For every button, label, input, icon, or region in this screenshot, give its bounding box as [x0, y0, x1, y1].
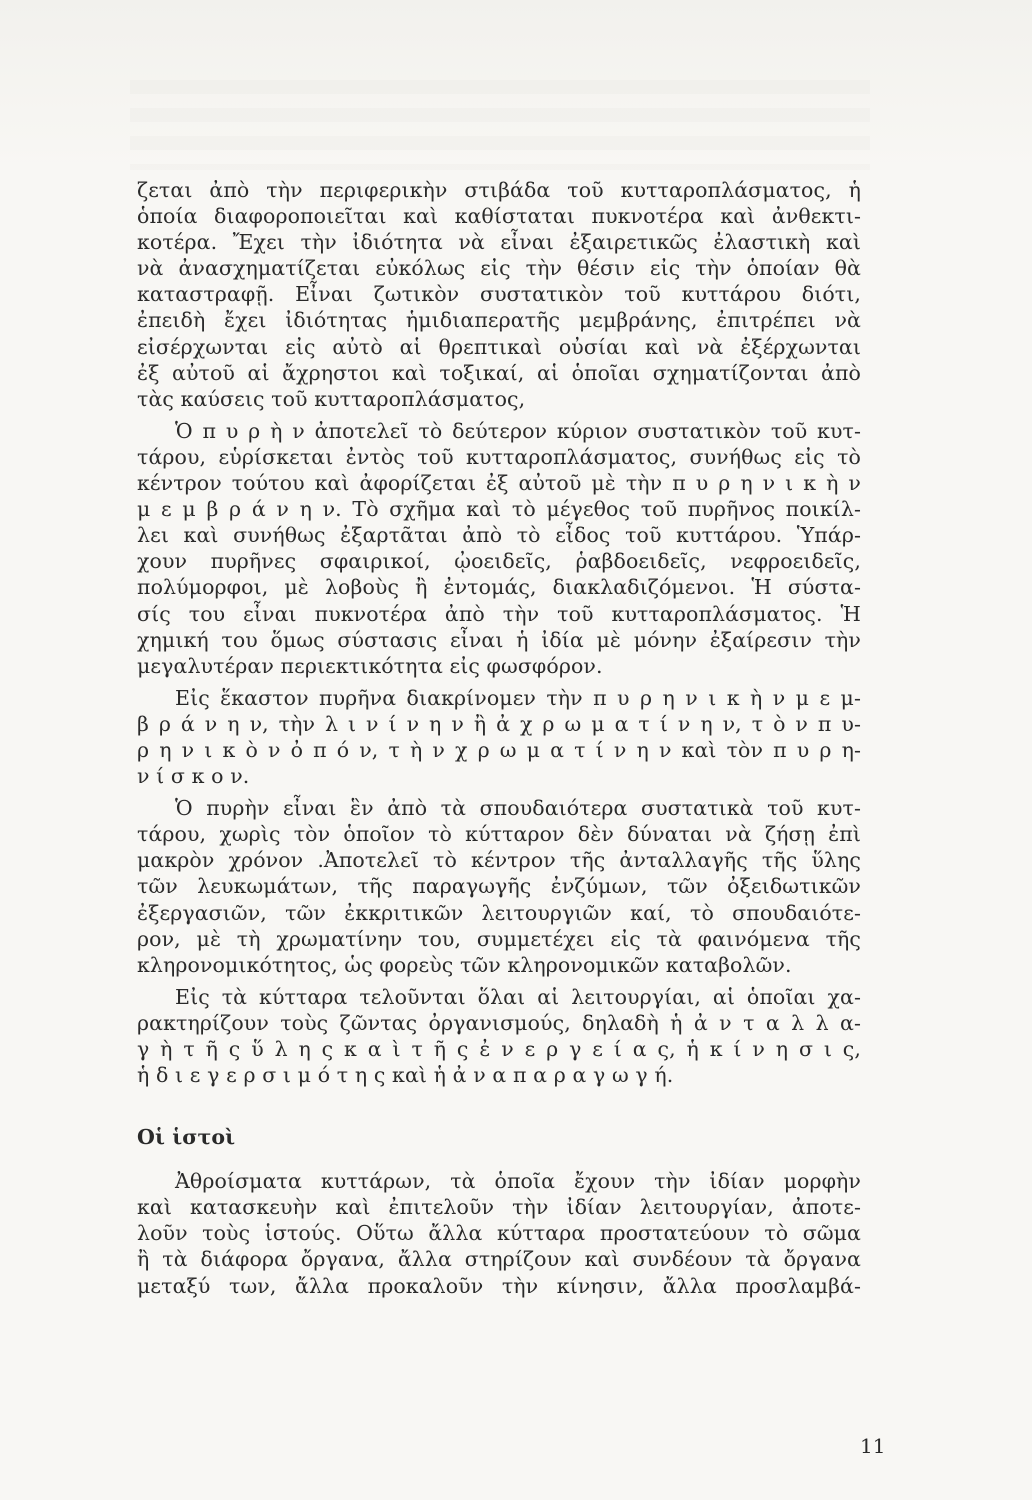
text-line: γ ὴ τ ῆ ς ὕ λ η ς κ α ὶ τ ῆ ς ἐ ν ε ρ γ ε ί α ς, ἡ κ ί ν η σ ι ς, [137, 1037, 861, 1061]
text-line: εἰσέρχωνται εἰς αὐτὸ αἱ θρεπτικαὶ οὐσίαι καὶ νὰ ἐξέρχωνται [137, 334, 861, 359]
text-line: καὶ κατασκευὴν καὶ ἐπιτελοῦν τὴν ἰδίαν λειτουργίαν, ἀποτε- [137, 1195, 861, 1220]
body-text [137, 177, 861, 1299]
text-line: ἐπειδὴ ἔχει ἰδιότητας ἡμιδιαπερατῆς μεμβράνης, ἐπιτρέπει νὰ [137, 308, 861, 333]
text-line: μεγαλυτέραν περιεκτικότητα εἰς φωσφόρον. [137, 653, 603, 678]
text-line: λοῦν τοὺς ἱστούς. Οὕτω ἄλλα κύτταρα προστατεύουν τὸ σῶμα [137, 1221, 861, 1246]
text-line: β ρ ά ν η ν, τὴν λ ι ν ί ν η ν ἢ ἀ χ ρ ω μ α τ ί ν η ν, τ ὸ ν π υ- [137, 711, 861, 736]
text-line: ἢ τὰ διάφορα ὄργανα, ἄλλα στηρίζουν καὶ συνδέουν τὰ ὄργανα [137, 1247, 861, 1272]
text-line: ὁποία διαφοροποιεῖται καὶ καθίσταται πυκνοτέρα καὶ ἀνθεκτι- [137, 204, 861, 229]
text-line: καταστραφῇ. Εἶναι ζωτικὸν συστατικὸν τοῦ κυττάρου διότι, [137, 282, 861, 307]
text-line: σίς του εἶναι πυκνοτέρα ἀπὸ τὴν τοῦ κυτταροπλάσματος. Ἡ [137, 601, 861, 626]
section-heading: Οἱ ἱστοὶ [137, 1125, 236, 1150]
show-through-text [130, 80, 870, 170]
text-line: ἡ δ ι ε γ ε ρ σ ι μ ό τ η ς καὶ ἡ ἀ ν α π α ρ α γ ω γ ή. [137, 1063, 674, 1088]
text-line: Ἀθροίσματα κυττάρων, τὰ ὁποῖα ἔχουν τὴν ἰδίαν μορφὴν [175, 1169, 861, 1194]
text-line: μεταξύ των, ἄλλα προκαλοῦν τὴν κίνησιν, ἄλλα προσλαμβά- [137, 1273, 861, 1298]
text-line: ἐξ αὐτοῦ αἱ ἄχρηστοι καὶ τοξικαί, αἱ ὁποῖαι σχηματίζονται ἀπὸ [137, 360, 861, 385]
page-number: 11 [860, 1434, 886, 1458]
text-line: κέντρον τούτου καὶ ἀφορίζεται ἐξ αὐτοῦ μὲ τὴν π υ ρ η ν ι κ ὴ ν [137, 471, 861, 496]
text-line: τάρου, εὑρίσκεται ἐντὸς τοῦ κυτταροπλάσματος, συνήθως εἰς τὸ [137, 444, 861, 469]
text-line: ρακτηρίζουν τοὺς ζῶντας ὀργανισμούς, δηλαδὴ ἡ ἀ ν τ α λ λ α- [137, 1010, 861, 1035]
text-line: κληρονομικότητος, ὡς φορεὺς τῶν κληρονομικῶν καταβολῶν. [137, 952, 792, 977]
text-line: Ὁ πυρὴν εἶναι ἓν ἀπὸ τὰ σπουδαιότερα συστατικὰ τοῦ κυτ- [175, 796, 861, 821]
paragraph-cell-membrane [137, 177, 861, 412]
text-line: τὰς καύσεις τοῦ κυτταροπλάσματος, [137, 386, 526, 411]
text-line: ρον, μὲ τὴ χρωματίνην του, συμμετέχει εἰς τὰ φαινόμενα τῆς [137, 926, 861, 951]
text-line: Εἰς τὰ κύτταρα τελοῦνται ὅλαι αἱ λειτουργίαι, αἱ ὁποῖαι χα- [175, 984, 861, 1009]
text-line: χημική του ὅμως σύστασις εἶναι ἡ ἰδία μὲ μόνην ἐξαίρεσιν τὴν [137, 627, 861, 652]
text-line: μακρὸν χρόνον .Ἀποτελεῖ τὸ κέντρον τῆς ἀνταλλαγῆς τῆς ὕλης [137, 848, 861, 873]
text-line: Εἰς ἕκαστον πυρῆνα διακρίνομεν τὴν π υ ρ η ν ι κ ὴ ν μ ε μ- [175, 685, 861, 710]
text-line: τάρου, χωρὶς τὸν ὁποῖον τὸ κύτταρον δὲν δύναται νὰ ζήσῃ ἐπὶ [137, 822, 861, 847]
text-line: ἐξεργασιῶν, τῶν ἐκκριτικῶν λειτουργιῶν καί, τὸ σπουδαιότε- [137, 900, 861, 925]
paragraph-cell-functions [137, 984, 861, 1088]
text-line: ν ί σ κ ο ν. [137, 764, 250, 789]
text-line: ρ η ν ι κ ὸ ν ὀ π ό ν, τ ὴ ν χ ρ ω μ α τ ί ν η ν καὶ τὸν π υ ρ η- [137, 737, 861, 762]
paragraph-tissues [137, 1168, 861, 1298]
text-line: ζεται ἀπὸ τὴν περιφερικὴν στιβάδα τοῦ κυτταροπλάσματος, ἡ [137, 178, 861, 202]
text-line: λει καὶ συνήθως ἐξαρτᾶται ἀπὸ τὸ εἶδος τοῦ κυττάρου. Ὑπάρ- [137, 523, 861, 548]
text-line: χουν πυρῆνες σφαιρικοί, ᾠοειδεῖς, ῥαβδοειδεῖς, νεφροειδεῖς, [137, 549, 861, 574]
paragraph-nucleus-parts [137, 685, 861, 789]
text-line: Ὁ π υ ρ ὴ ν ἀποτελεῖ τὸ δεύτερον κύριον συστατικὸν τοῦ κυτ- [175, 418, 861, 443]
text-line: κοτέρα. Ἔχει τὴν ἰδιότητα νὰ εἶναι ἐξαιρετικῶς ἐλαστικὴ καὶ [137, 230, 861, 255]
paragraph-nucleus [137, 418, 861, 679]
paragraph-nucleus-importance [137, 795, 861, 978]
text-line: νὰ ἀνασχηματίζεται εὐκόλως εἰς τὴν θέσιν εἰς τὴν ὁποίαν θὰ [137, 256, 861, 281]
text-line: πολύμορφοι, μὲ λοβοὺς ἢ ἐντομάς, διακλαδιζόμενοι. Ἡ σύστα- [137, 575, 861, 600]
text-line: μ ε μ β ρ ά ν η ν. Τὸ σχῆμα καὶ τὸ μέγεθος τοῦ πυρῆνος ποικίλ- [137, 497, 861, 522]
text-line: τῶν λευκωμάτων, τῆς παραγωγῆς ἐνζύμων, τῶν ὀξειδωτικῶν [137, 874, 861, 899]
